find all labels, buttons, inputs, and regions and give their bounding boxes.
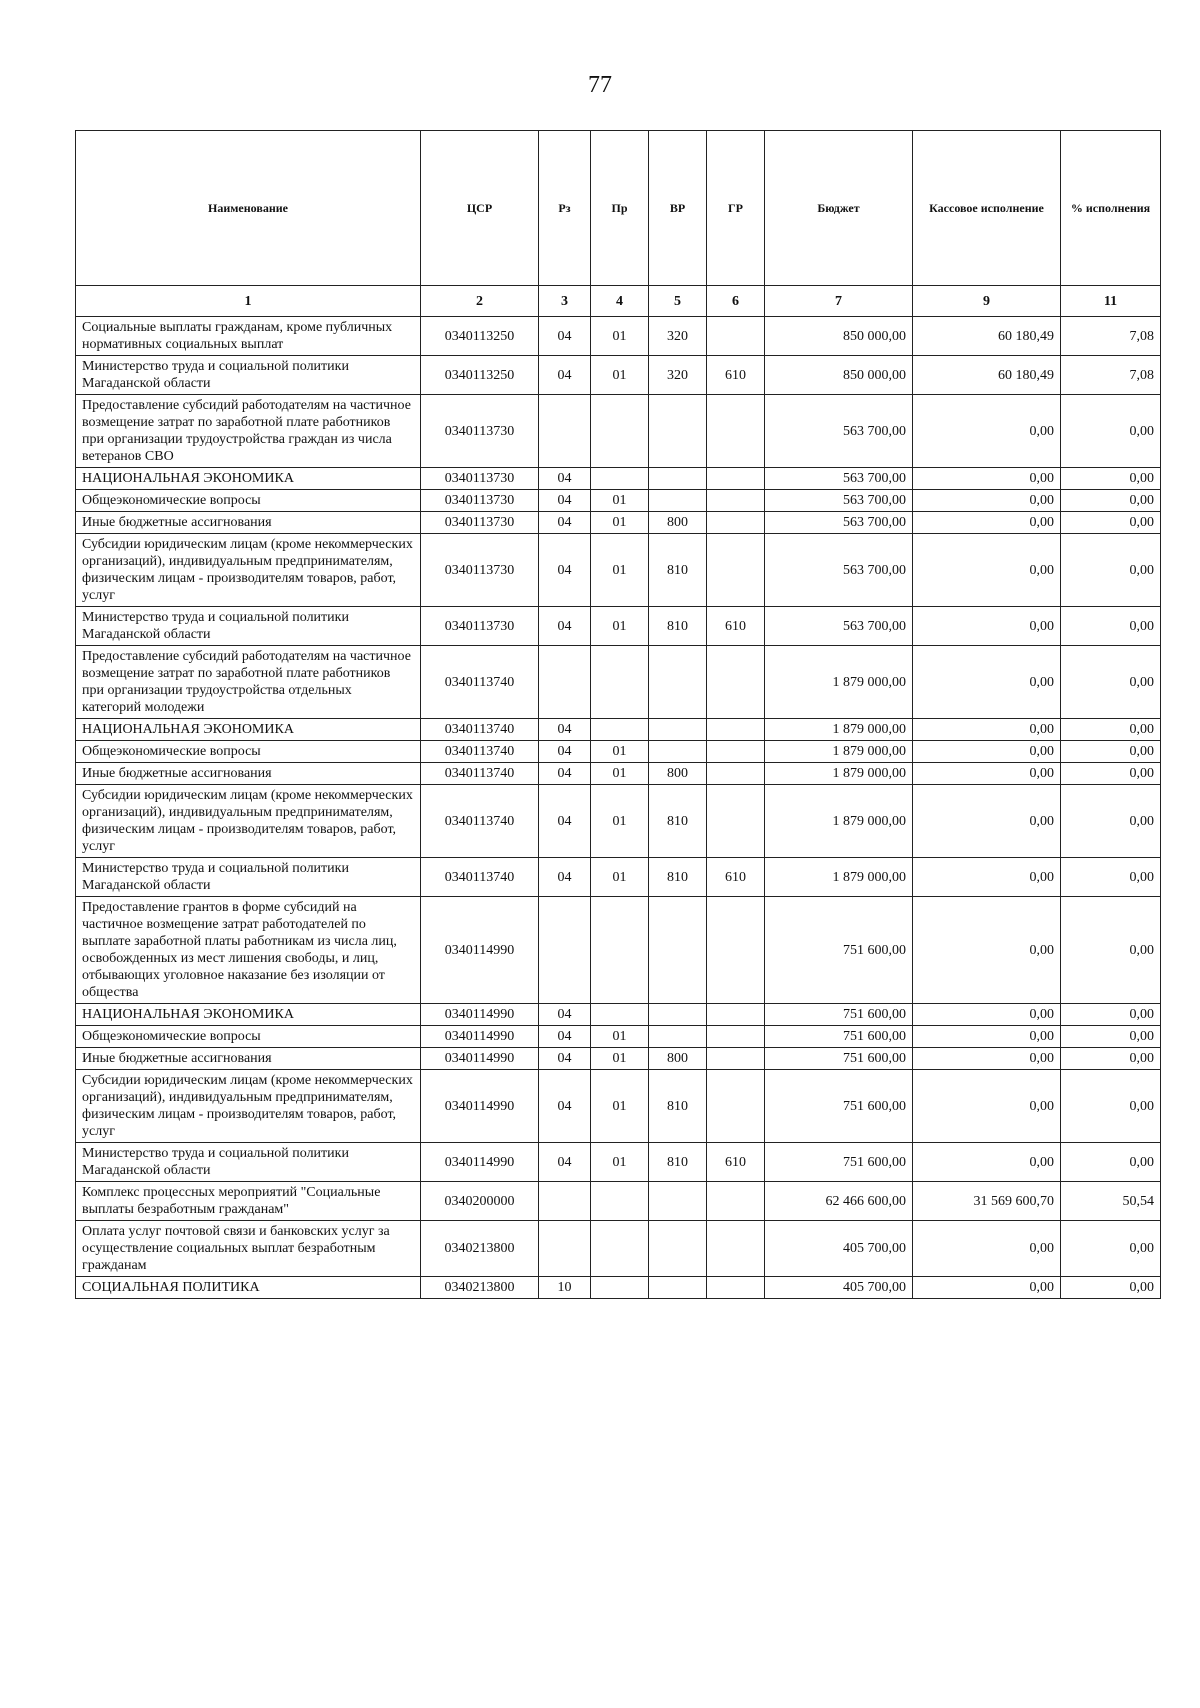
header-pr: Пр (591, 131, 649, 286)
table-row (76, 646, 1161, 719)
row-rz: 04 (539, 1048, 591, 1070)
row-vr: 800 (649, 512, 707, 534)
row-budget: 563 700,00 (765, 395, 913, 468)
row-name: Предоставление грантов в форме субсидий на частичное возмещение затрат работодателей по выплате заработной платы работникам из числа лиц, освобожденных из мест лишения свободы, и лиц, отбывающих уголовное наказание без изоляции от общества (76, 897, 421, 1004)
table-row (76, 763, 1161, 785)
row-pct: 0,00 (1061, 1004, 1161, 1026)
row-pr: 01 (591, 607, 649, 646)
row-name: Общеэкономические вопросы (76, 490, 421, 512)
row-budget: 563 700,00 (765, 468, 913, 490)
row-pct: 0,00 (1061, 1026, 1161, 1048)
row-rz: 04 (539, 858, 591, 897)
row-name: Оплата услуг почтовой связи и банковских услуг за осуществление социальных выплат безработным гражданам (76, 1221, 421, 1277)
row-budget: 563 700,00 (765, 534, 913, 607)
row-rz: 10 (539, 1277, 591, 1299)
column-number: 11 (1061, 286, 1161, 317)
row-name: Иные бюджетные ассигнования (76, 763, 421, 785)
row-cash: 0,00 (913, 534, 1061, 607)
row-cash: 0,00 (913, 1004, 1061, 1026)
row-vr (649, 1026, 707, 1048)
row-gr: 610 (707, 858, 765, 897)
row-vr: 320 (649, 317, 707, 356)
row-pr: 01 (591, 1026, 649, 1048)
column-number: 9 (913, 286, 1061, 317)
row-rz: 04 (539, 1070, 591, 1143)
column-number: 3 (539, 286, 591, 317)
row-vr (649, 1182, 707, 1221)
row-gr: 610 (707, 607, 765, 646)
row-pct: 0,00 (1061, 607, 1161, 646)
row-vr: 810 (649, 607, 707, 646)
row-csr: 0340113740 (421, 741, 539, 763)
row-name: Субсидии юридическим лицам (кроме некоммерческих организаций), индивидуальным предпринимателям, физическим лицам - производителям товаров, работ, услуг (76, 1070, 421, 1143)
row-name: НАЦИОНАЛЬНАЯ ЭКОНОМИКА (76, 468, 421, 490)
row-csr: 0340113730 (421, 468, 539, 490)
table-row (76, 1026, 1161, 1048)
row-csr: 0340113730 (421, 490, 539, 512)
row-gr (707, 719, 765, 741)
row-csr: 0340114990 (421, 1143, 539, 1182)
row-name: Иные бюджетные ассигнования (76, 1048, 421, 1070)
row-cash: 0,00 (913, 719, 1061, 741)
row-pr (591, 719, 649, 741)
row-cash: 0,00 (913, 1277, 1061, 1299)
row-gr (707, 1048, 765, 1070)
row-rz (539, 1182, 591, 1221)
column-number: 2 (421, 286, 539, 317)
row-gr (707, 468, 765, 490)
row-cash: 0,00 (913, 490, 1061, 512)
row-rz (539, 1221, 591, 1277)
row-vr: 810 (649, 785, 707, 858)
table-row (76, 897, 1161, 1004)
row-gr (707, 763, 765, 785)
row-csr: 0340114990 (421, 1004, 539, 1026)
row-csr: 0340113250 (421, 317, 539, 356)
row-name: Субсидии юридическим лицам (кроме некоммерческих организаций), индивидуальным предпринимателям, физическим лицам - производителям товаров, работ, услуг (76, 785, 421, 858)
row-name: Комплекс процессных мероприятий "Социальные выплаты безработным гражданам" (76, 1182, 421, 1221)
row-rz: 04 (539, 785, 591, 858)
row-vr: 810 (649, 858, 707, 897)
row-gr (707, 317, 765, 356)
row-gr (707, 534, 765, 607)
table-row (76, 741, 1161, 763)
column-number: 1 (76, 286, 421, 317)
row-csr: 0340113730 (421, 534, 539, 607)
row-cash: 0,00 (913, 512, 1061, 534)
table-row (76, 395, 1161, 468)
row-cash: 0,00 (913, 646, 1061, 719)
row-name: Предоставление субсидий работодателям на частичное возмещение затрат по заработной плате работников при организации трудоустройства отдельных категорий молодежи (76, 646, 421, 719)
row-rz: 04 (539, 741, 591, 763)
column-number: 5 (649, 286, 707, 317)
row-gr (707, 1070, 765, 1143)
row-pr: 01 (591, 763, 649, 785)
row-name: Иные бюджетные ассигнования (76, 512, 421, 534)
row-pr (591, 897, 649, 1004)
row-vr: 810 (649, 1143, 707, 1182)
row-cash: 0,00 (913, 468, 1061, 490)
table-row (76, 607, 1161, 646)
row-pr: 01 (591, 1048, 649, 1070)
header-csr: ЦСР (421, 131, 539, 286)
row-cash: 31 569 600,70 (913, 1182, 1061, 1221)
row-cash: 0,00 (913, 858, 1061, 897)
row-vr (649, 719, 707, 741)
row-budget: 563 700,00 (765, 512, 913, 534)
row-cash: 0,00 (913, 1026, 1061, 1048)
row-csr: 0340113740 (421, 646, 539, 719)
row-name: Предоставление субсидий работодателям на частичное возмещение затрат по заработной плате работников при организации трудоустройства граждан из числа ветеранов СВО (76, 395, 421, 468)
row-pr: 01 (591, 785, 649, 858)
row-pct: 0,00 (1061, 395, 1161, 468)
row-rz: 04 (539, 719, 591, 741)
header-rz: Рз (539, 131, 591, 286)
row-cash: 60 180,49 (913, 317, 1061, 356)
row-csr: 0340114990 (421, 1070, 539, 1143)
row-cash: 0,00 (913, 1143, 1061, 1182)
table-row (76, 1048, 1161, 1070)
row-budget: 850 000,00 (765, 356, 913, 395)
row-gr (707, 512, 765, 534)
table-row (76, 858, 1161, 897)
row-cash: 0,00 (913, 607, 1061, 646)
row-pct: 0,00 (1061, 763, 1161, 785)
row-pr (591, 468, 649, 490)
row-csr: 0340114990 (421, 1048, 539, 1070)
row-gr: 610 (707, 356, 765, 395)
header-cash: Кассовое исполнение (913, 131, 1061, 286)
budget-table (75, 130, 1161, 1299)
row-rz (539, 646, 591, 719)
row-budget: 751 600,00 (765, 1004, 913, 1026)
row-budget: 751 600,00 (765, 1026, 913, 1048)
column-number: 4 (591, 286, 649, 317)
row-rz: 04 (539, 607, 591, 646)
row-name: Министерство труда и социальной политики Магаданской области (76, 607, 421, 646)
row-pr (591, 1277, 649, 1299)
row-csr: 0340200000 (421, 1182, 539, 1221)
table-row (76, 719, 1161, 741)
row-cash: 0,00 (913, 395, 1061, 468)
row-rz: 04 (539, 317, 591, 356)
row-budget: 1 879 000,00 (765, 858, 913, 897)
row-rz: 04 (539, 1004, 591, 1026)
row-csr: 0340114990 (421, 897, 539, 1004)
row-budget: 751 600,00 (765, 1143, 913, 1182)
row-pct: 50,54 (1061, 1182, 1161, 1221)
row-name: Социальные выплаты гражданам, кроме публичных нормативных социальных выплат (76, 317, 421, 356)
row-pr: 01 (591, 1143, 649, 1182)
row-pct: 0,00 (1061, 858, 1161, 897)
page-number: 77 (588, 72, 612, 98)
row-name: Министерство труда и социальной политики Магаданской области (76, 356, 421, 395)
row-budget: 1 879 000,00 (765, 763, 913, 785)
row-gr (707, 785, 765, 858)
row-cash: 60 180,49 (913, 356, 1061, 395)
row-vr: 810 (649, 534, 707, 607)
row-name: СОЦИАЛЬНАЯ ПОЛИТИКА (76, 1277, 421, 1299)
row-name: Министерство труда и социальной политики Магаданской области (76, 1143, 421, 1182)
row-cash: 0,00 (913, 785, 1061, 858)
table-row (76, 1070, 1161, 1143)
row-budget: 62 466 600,00 (765, 1182, 913, 1221)
row-rz: 04 (539, 763, 591, 785)
row-pct: 0,00 (1061, 1070, 1161, 1143)
table-row (76, 490, 1161, 512)
table-row (76, 512, 1161, 534)
row-rz: 04 (539, 356, 591, 395)
row-pr: 01 (591, 490, 649, 512)
row-gr (707, 490, 765, 512)
header-name: Наименование (76, 131, 421, 286)
row-vr (649, 1004, 707, 1026)
row-budget: 751 600,00 (765, 1048, 913, 1070)
row-pr (591, 1182, 649, 1221)
row-vr (649, 741, 707, 763)
row-name: Общеэкономические вопросы (76, 741, 421, 763)
row-csr: 0340114990 (421, 1026, 539, 1048)
table-row (76, 317, 1161, 356)
row-rz: 04 (539, 534, 591, 607)
row-gr (707, 1277, 765, 1299)
row-gr (707, 1182, 765, 1221)
row-rz (539, 897, 591, 1004)
table-row (76, 1004, 1161, 1026)
row-rz: 04 (539, 512, 591, 534)
row-csr: 0340213800 (421, 1277, 539, 1299)
row-budget: 563 700,00 (765, 607, 913, 646)
row-cash: 0,00 (913, 1221, 1061, 1277)
row-gr (707, 741, 765, 763)
row-pr: 01 (591, 1070, 649, 1143)
row-pr: 01 (591, 858, 649, 897)
row-budget: 563 700,00 (765, 490, 913, 512)
row-pr: 01 (591, 534, 649, 607)
header-pct: % исполнения (1061, 131, 1161, 286)
row-pr (591, 395, 649, 468)
row-pct: 0,00 (1061, 785, 1161, 858)
row-budget: 405 700,00 (765, 1277, 913, 1299)
row-budget: 405 700,00 (765, 1221, 913, 1277)
row-cash: 0,00 (913, 897, 1061, 1004)
row-gr (707, 897, 765, 1004)
header-budget: Бюджет (765, 131, 913, 286)
row-vr (649, 1277, 707, 1299)
table-body (76, 317, 1161, 1299)
row-name: Общеэкономические вопросы (76, 1026, 421, 1048)
row-csr: 0340113250 (421, 356, 539, 395)
row-rz: 04 (539, 490, 591, 512)
row-csr: 0340113730 (421, 512, 539, 534)
row-pct: 7,08 (1061, 356, 1161, 395)
row-pct: 0,00 (1061, 1221, 1161, 1277)
table-row (76, 1277, 1161, 1299)
row-gr (707, 1004, 765, 1026)
row-rz: 04 (539, 468, 591, 490)
table-row (76, 1143, 1161, 1182)
row-gr (707, 646, 765, 719)
row-vr: 320 (649, 356, 707, 395)
row-name: НАЦИОНАЛЬНАЯ ЭКОНОМИКА (76, 1004, 421, 1026)
row-name: Министерство труда и социальной политики Магаданской области (76, 858, 421, 897)
row-budget: 1 879 000,00 (765, 741, 913, 763)
row-pct: 0,00 (1061, 897, 1161, 1004)
row-gr (707, 1026, 765, 1048)
table-header (76, 131, 1161, 317)
row-pct: 7,08 (1061, 317, 1161, 356)
row-cash: 0,00 (913, 1070, 1061, 1143)
row-pct: 0,00 (1061, 1143, 1161, 1182)
row-budget: 850 000,00 (765, 317, 913, 356)
row-vr: 810 (649, 1070, 707, 1143)
row-pct: 0,00 (1061, 512, 1161, 534)
row-pct: 0,00 (1061, 719, 1161, 741)
row-cash: 0,00 (913, 1048, 1061, 1070)
row-vr (649, 646, 707, 719)
row-pct: 0,00 (1061, 468, 1161, 490)
row-pr: 01 (591, 317, 649, 356)
row-csr: 0340213800 (421, 1221, 539, 1277)
column-number: 6 (707, 286, 765, 317)
row-gr (707, 1221, 765, 1277)
row-gr (707, 395, 765, 468)
row-csr: 0340113730 (421, 607, 539, 646)
row-pr: 01 (591, 512, 649, 534)
table-row (76, 1182, 1161, 1221)
header-vr: ВР (649, 131, 707, 286)
row-budget: 1 879 000,00 (765, 719, 913, 741)
table-row (76, 785, 1161, 858)
row-rz: 04 (539, 1026, 591, 1048)
row-gr: 610 (707, 1143, 765, 1182)
row-pct: 0,00 (1061, 1277, 1161, 1299)
row-name: НАЦИОНАЛЬНАЯ ЭКОНОМИКА (76, 719, 421, 741)
row-csr: 0340113740 (421, 719, 539, 741)
column-numbers-row (76, 286, 1161, 317)
row-rz: 04 (539, 1143, 591, 1182)
row-csr: 0340113740 (421, 763, 539, 785)
row-vr: 800 (649, 763, 707, 785)
row-pr (591, 1221, 649, 1277)
row-csr: 0340113740 (421, 785, 539, 858)
row-pct: 0,00 (1061, 741, 1161, 763)
row-budget: 751 600,00 (765, 1070, 913, 1143)
row-vr (649, 490, 707, 512)
row-csr: 0340113730 (421, 395, 539, 468)
header-gr: ГР (707, 131, 765, 286)
row-pct: 0,00 (1061, 490, 1161, 512)
row-vr (649, 897, 707, 1004)
row-vr (649, 468, 707, 490)
row-pr (591, 1004, 649, 1026)
row-pr: 01 (591, 356, 649, 395)
table-row (76, 468, 1161, 490)
row-vr: 800 (649, 1048, 707, 1070)
table-row (76, 356, 1161, 395)
row-pct: 0,00 (1061, 646, 1161, 719)
row-vr (649, 1221, 707, 1277)
row-budget: 1 879 000,00 (765, 785, 913, 858)
row-cash: 0,00 (913, 741, 1061, 763)
table-row (76, 1221, 1161, 1277)
table-row (76, 534, 1161, 607)
row-budget: 1 879 000,00 (765, 646, 913, 719)
row-rz (539, 395, 591, 468)
row-vr (649, 395, 707, 468)
row-cash: 0,00 (913, 763, 1061, 785)
row-pct: 0,00 (1061, 534, 1161, 607)
row-pr: 01 (591, 741, 649, 763)
row-name: Субсидии юридическим лицам (кроме некоммерческих организаций), индивидуальным предпринимателям, физическим лицам - производителям товаров, работ, услуг (76, 534, 421, 607)
row-pr (591, 646, 649, 719)
row-pct: 0,00 (1061, 1048, 1161, 1070)
row-csr: 0340113740 (421, 858, 539, 897)
column-number: 7 (765, 286, 913, 317)
row-budget: 751 600,00 (765, 897, 913, 1004)
